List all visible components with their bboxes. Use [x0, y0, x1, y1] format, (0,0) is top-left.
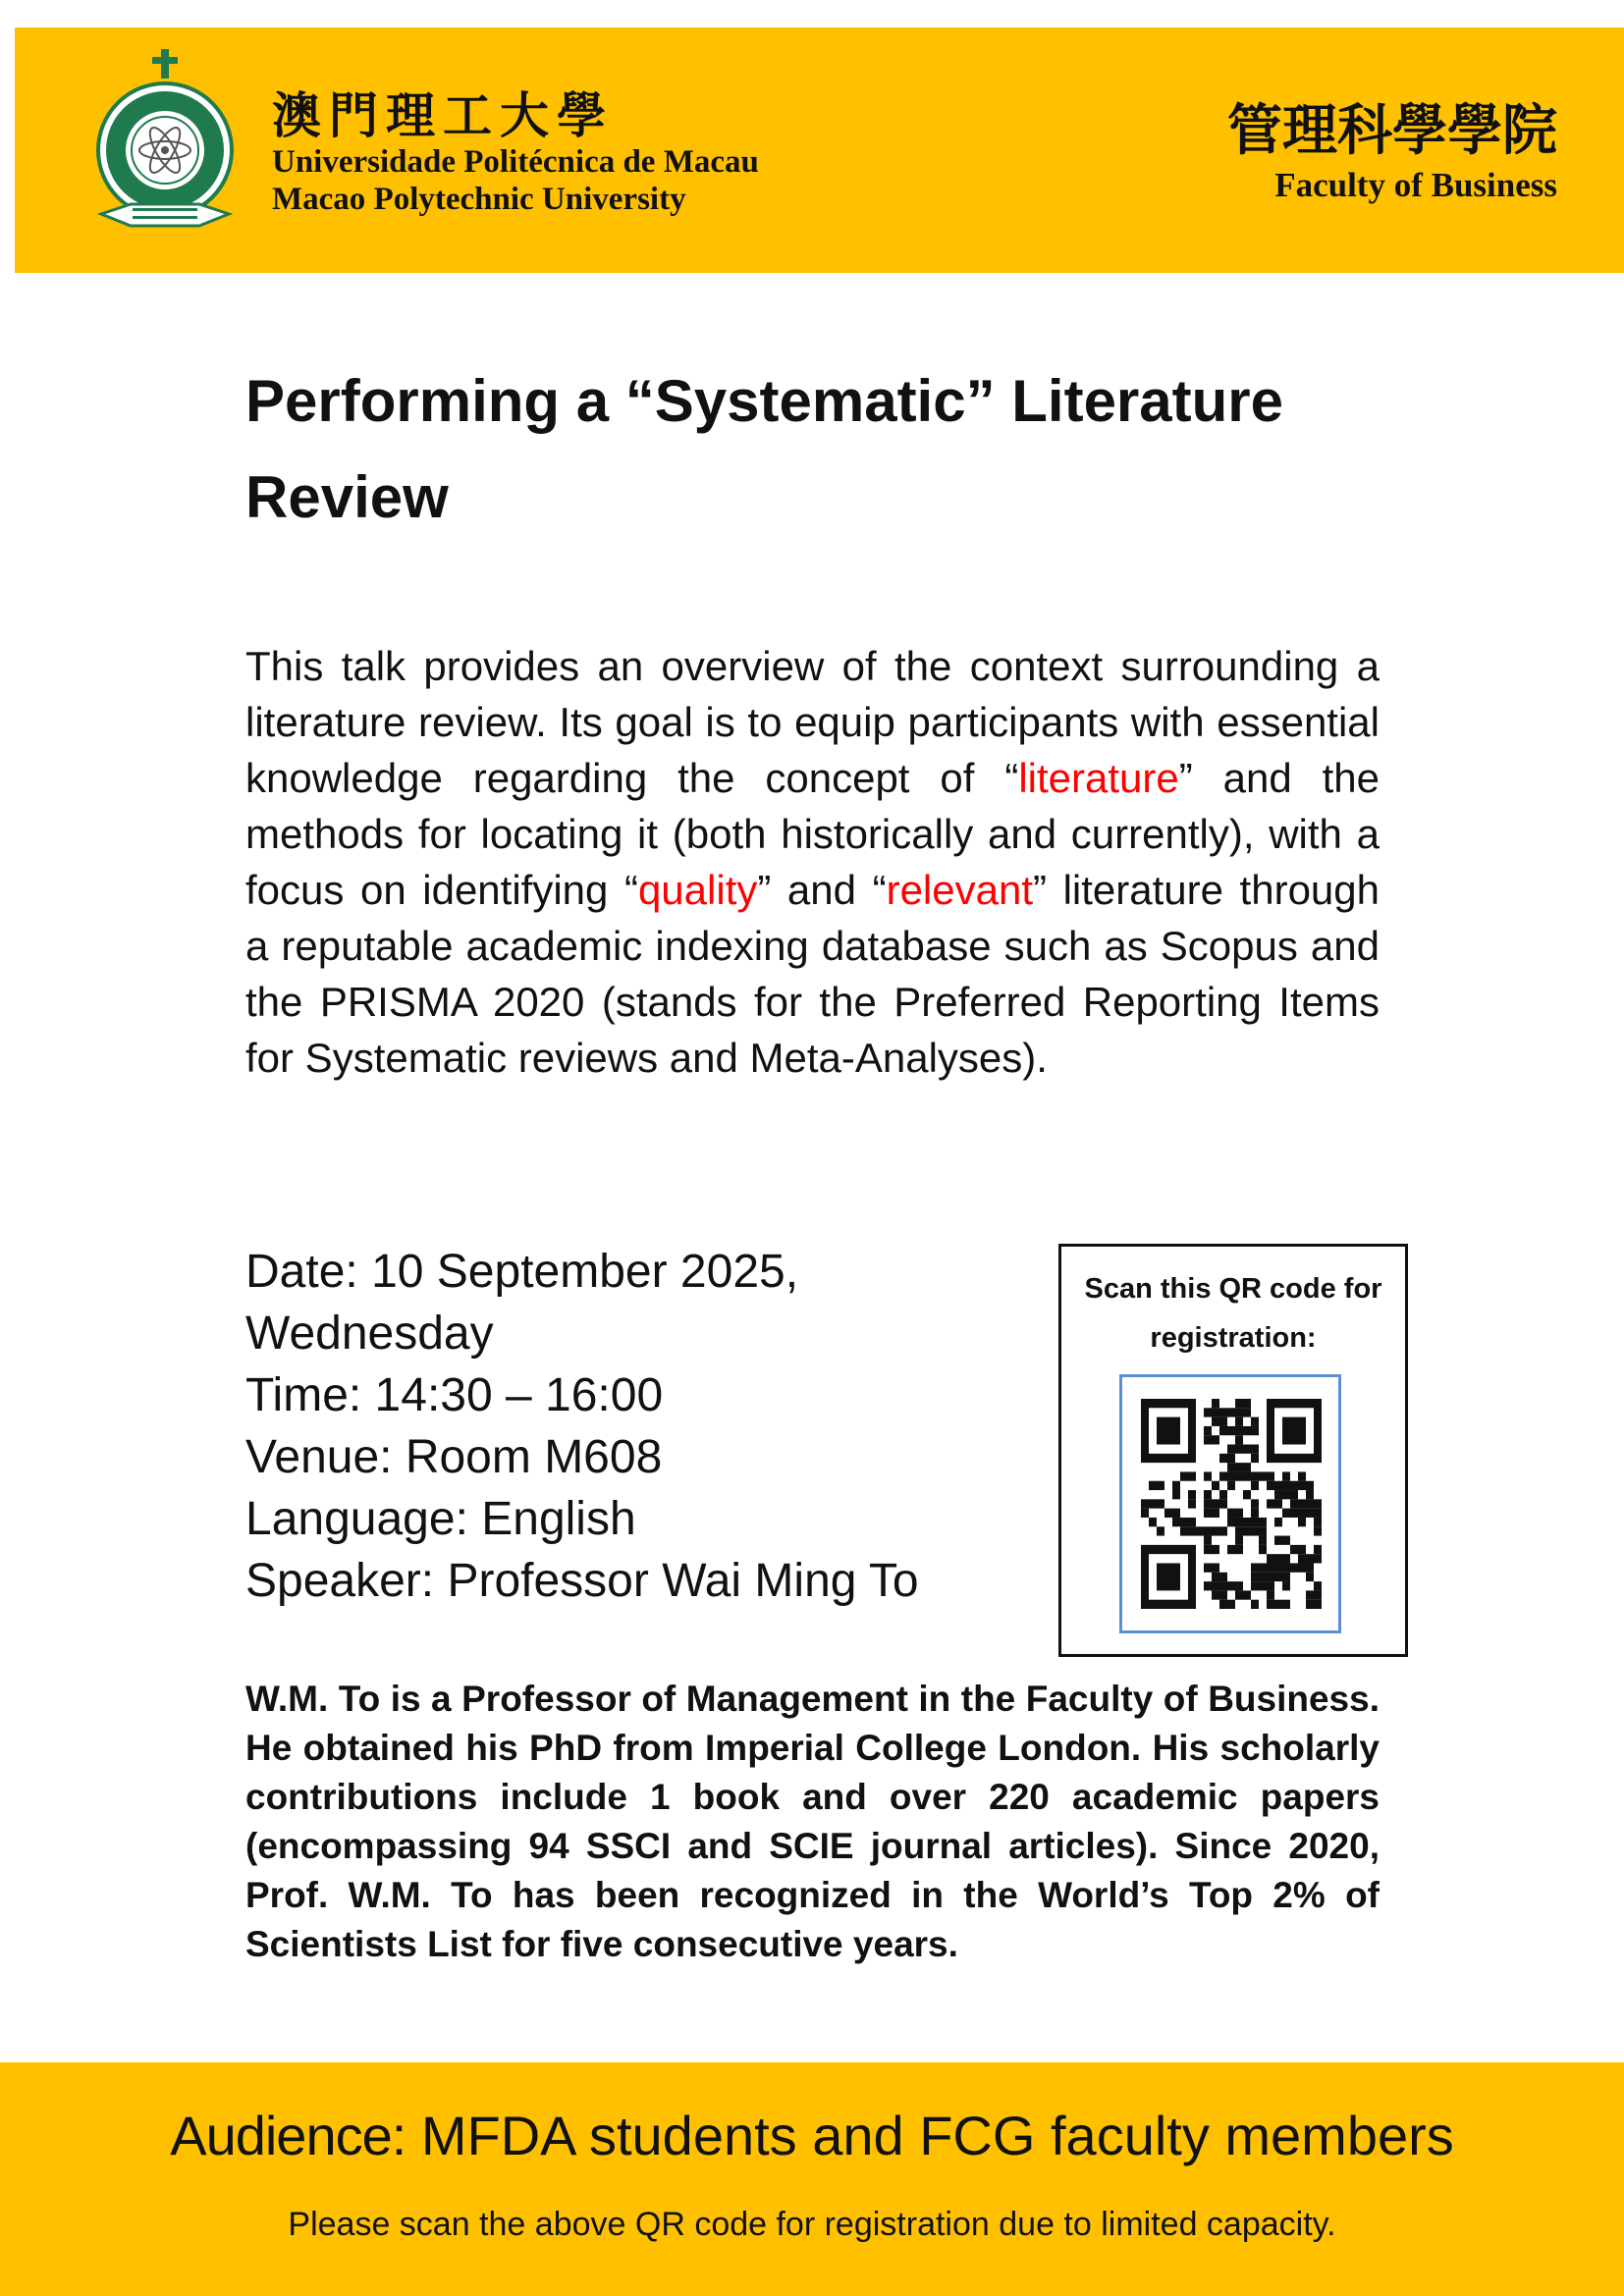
- highlight-literature: literature: [1018, 755, 1179, 801]
- university-name-en: Macao Polytechnic University: [272, 182, 686, 217]
- abstract-text-1: This talk provides an overview of the context surrounding a literature review. Its goal is to equip participants with essential knowledge regarding the concept of “: [245, 643, 1380, 801]
- university-name-zh: 澳門理工大學: [272, 86, 614, 144]
- highlight-relevant: relevant: [886, 867, 1033, 913]
- event-details: [245, 1241, 1031, 1612]
- audience-value: MFDA students and FCG faculty members: [406, 2105, 1454, 2166]
- qr-caption: [1061, 1264, 1405, 1362]
- event-venue: Venue: Room M608: [245, 1431, 663, 1483]
- qr-frame[interactable]: [1119, 1374, 1341, 1633]
- abstract-text-3: ” and “: [757, 867, 887, 913]
- university-name-block: [272, 88, 759, 218]
- highlight-quality: quality: [637, 867, 758, 913]
- page-title: Performing a “Systematic” Literature Review: [245, 368, 1284, 530]
- qr-registration-box: [1058, 1244, 1408, 1657]
- abstract-text-4: ” literature through a reputable academic indexing database such as Scopus and the PRISMA 2020 (stands for the Preferred Reporting Items for Systematic reviews and Meta-Analyses).: [245, 867, 1380, 1081]
- registration-note: Please scan the above QR code for registration due to limited capacity.: [288, 2206, 1336, 2243]
- faculty-name-block: [1227, 98, 1557, 208]
- header-banner: [15, 27, 1624, 273]
- speaker-bio: W.M. To is a Professor of Management in the Faculty of Business. He obtained his PhD from Imperial College London. His scholarly contributions include 1 book and over 220 academic papers (encompassing 94 SSCI and SCIE journal articles). Since 2020, Prof. W.M. To has been recognized in the World’s Top 2% of Scientists List for five consecutive years.: [245, 1679, 1380, 1964]
- event-speaker: Speaker: Professor Wai Ming To: [245, 1555, 919, 1607]
- footer-banner: [0, 2062, 1624, 2296]
- faculty-name-zh: 管理科學學院: [1227, 98, 1557, 163]
- abstract-text-2: ” and the methods for locating it (both historically and currently), with a focus on identifying “: [245, 755, 1380, 913]
- event-date: Date: 10 September 2025,: [245, 1246, 799, 1298]
- qr-code-icon[interactable]: [1141, 1399, 1322, 1609]
- audience-line: [0, 2102, 1624, 2170]
- qr-caption-line-1: Scan this QR code for: [1084, 1273, 1382, 1305]
- university-name-pt: Universidade Politécnica de Macau: [272, 144, 759, 180]
- qr-caption-line-2: registration:: [1150, 1322, 1317, 1354]
- event-time: Time: 14:30 – 16:00: [245, 1369, 664, 1421]
- faculty-name-en: Faculty of Business: [1274, 166, 1557, 204]
- abstract-paragraph: [245, 638, 1380, 1086]
- audience-label: Audience:: [170, 2105, 406, 2166]
- event-language: Language: English: [245, 1493, 636, 1545]
- university-seal-icon: [91, 47, 239, 243]
- event-weekday: Wednesday: [245, 1308, 494, 1360]
